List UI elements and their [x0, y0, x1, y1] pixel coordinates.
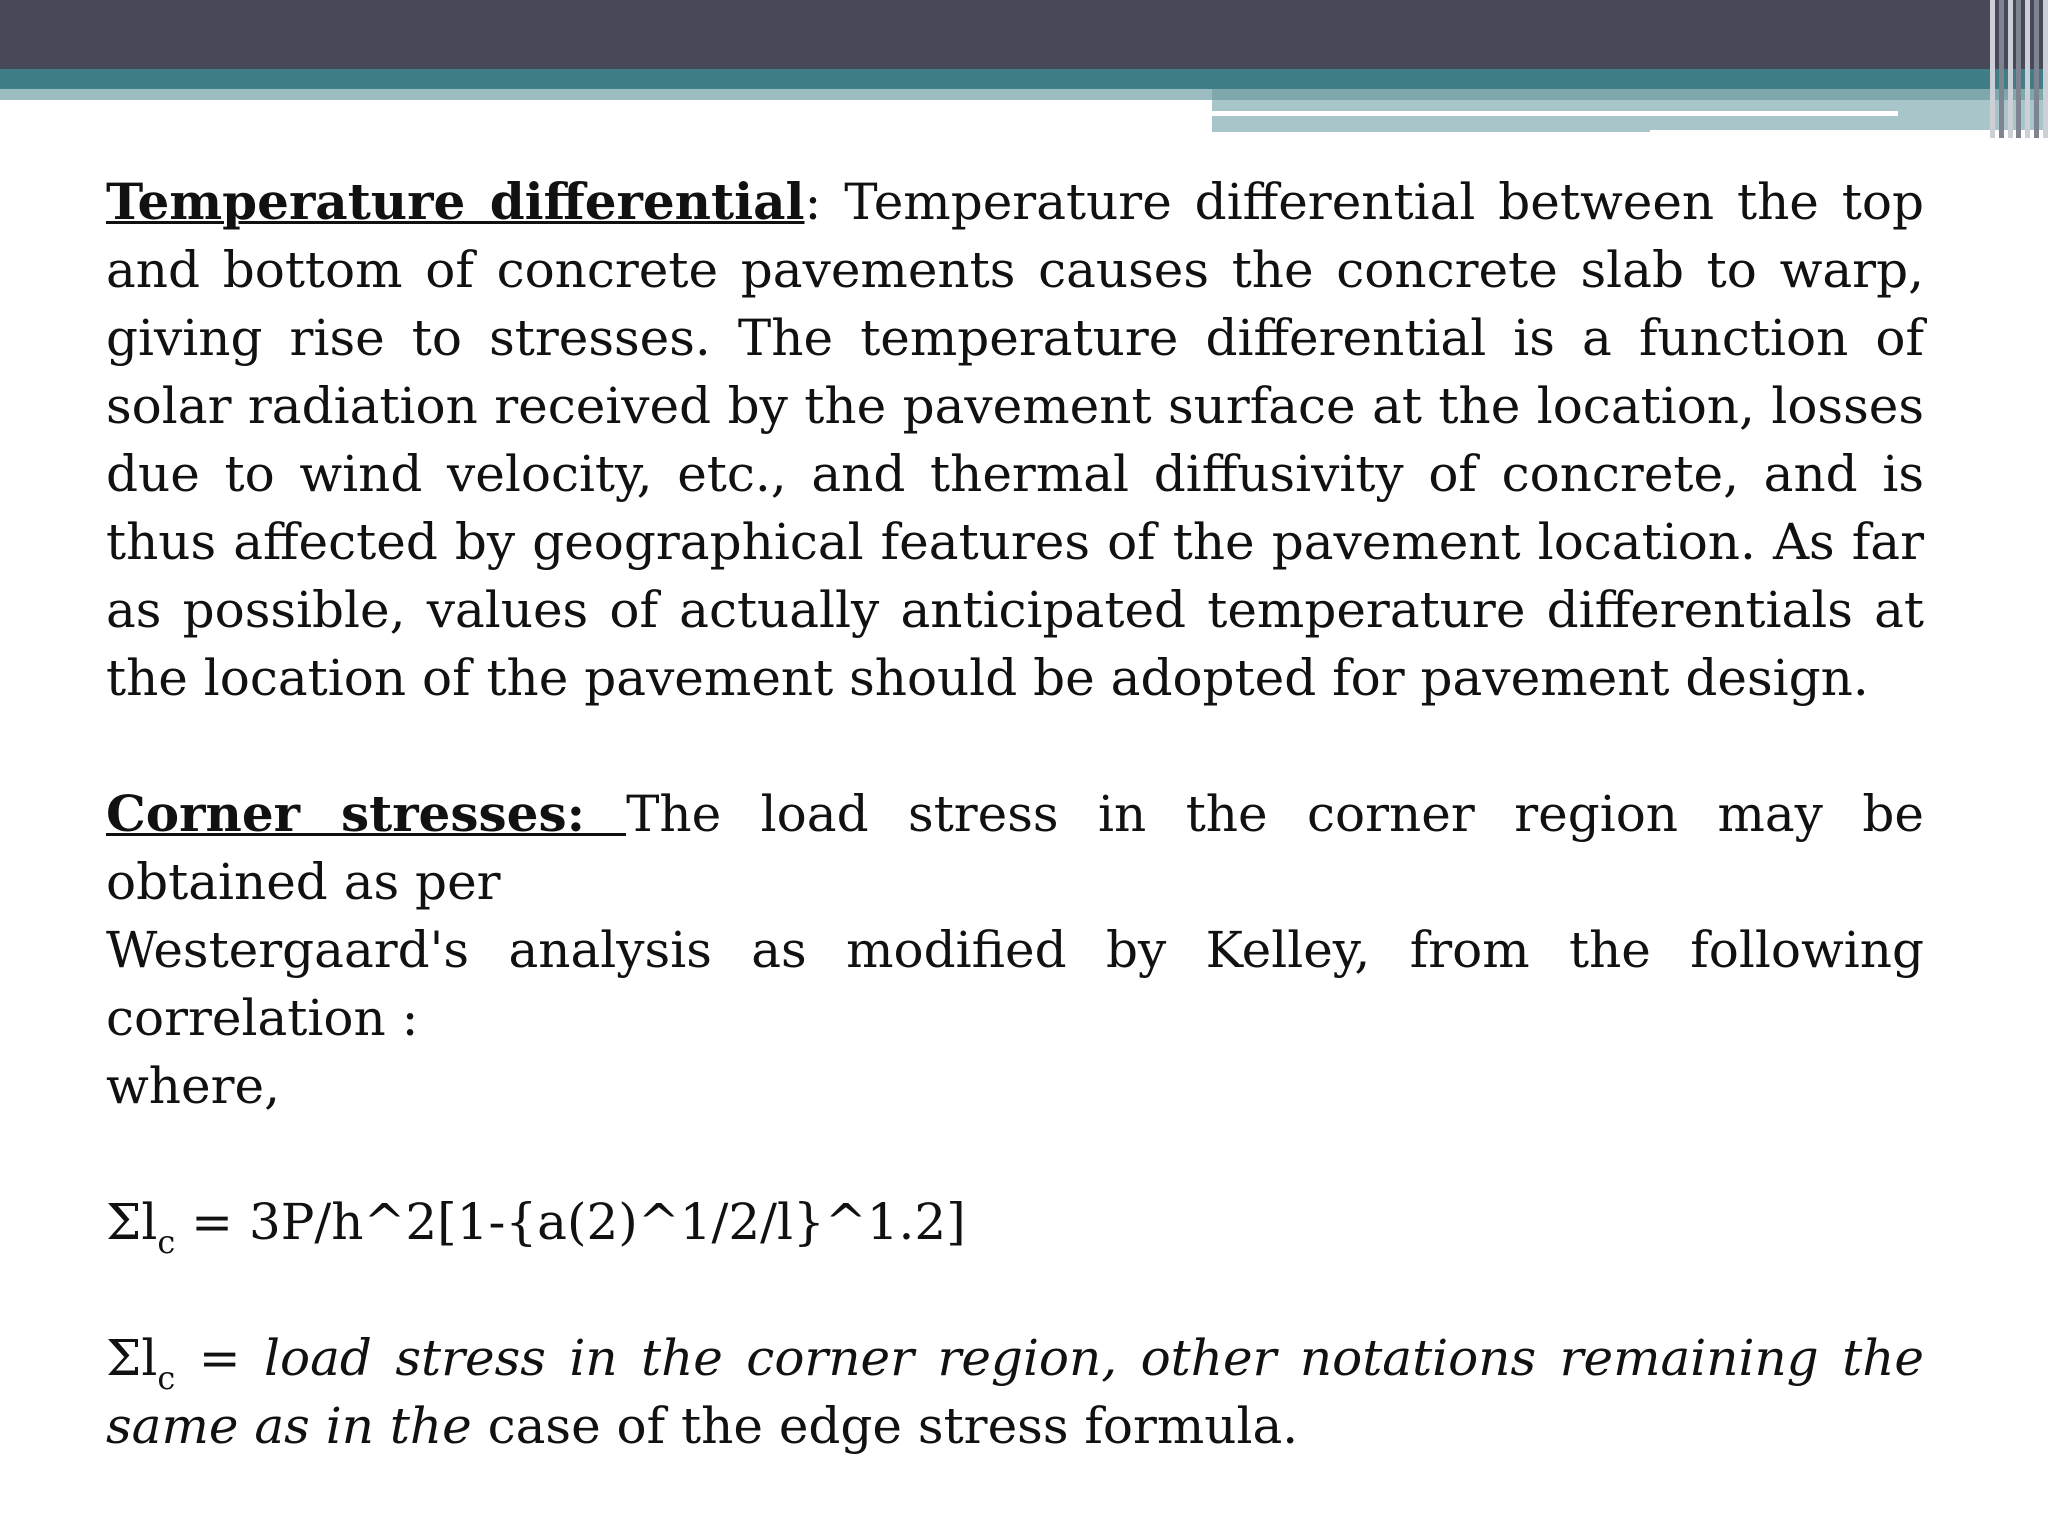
header-accent-line: [1212, 111, 1898, 116]
definition-italic-text: = load stress in the corner region, other notations remaining the same as in the: [106, 1329, 1924, 1455]
corner-stress-formula: [106, 1188, 1924, 1261]
header-stripes: [1990, 0, 2048, 138]
header-bar-teal: [0, 69, 2048, 89]
formula-symbol: Σl: [106, 1193, 158, 1251]
term-temperature-differential: Temperature differential: [106, 172, 805, 231]
temperature-differential-paragraph: [106, 168, 1924, 712]
slide-body: [106, 168, 1924, 1460]
definition-symbol: Σl: [106, 1329, 158, 1387]
formula-subscript: c: [157, 1223, 176, 1261]
where-line: where,: [106, 1057, 280, 1115]
formula-expression: = 3P/h^2[1-{a(2)^1/2/l}^1.2]: [175, 1193, 966, 1251]
definition-paragraph: [106, 1324, 1924, 1460]
header-bar-lower: [1212, 100, 2048, 132]
definition-spacer: [106, 1256, 1924, 1324]
corner-stresses-text: The load stress in the corner region may be obtained as per: [106, 785, 1924, 911]
header-bar-light-left: [0, 89, 1212, 100]
term-corner-stresses: Corner stresses:: [106, 784, 627, 843]
header-bar-light-right: [1212, 89, 2048, 100]
temperature-differential-text: : Temperature differential between the top and bottom of concrete pavements causes the concrete slab to warp, giving rise to stresses. The temperature differential is a function of solar radiation received by the pavement surface at the location, losses due to wind velocity, etc., and thermal diffusivity of concrete, and is thus affected by geographical features of the pavement location. As far as possible, values of actually anticipated temperature differentials at the location of the pavement should be adopted for pavement design.: [106, 173, 1924, 707]
paragraph-spacer: [106, 712, 1924, 780]
westergaard-line: Westergaard's analysis as modified by Kelley, from the following correlation :: [106, 921, 1924, 1047]
header-accent-line-short: [1650, 130, 2048, 136]
definition-subscript: c: [157, 1359, 176, 1397]
definition-normal-text: case of the edge stress formula.: [471, 1397, 1299, 1455]
corner-stresses-paragraph: [106, 780, 1924, 916]
header-bar-dark: [0, 0, 2048, 69]
formula-spacer: [106, 1120, 1924, 1188]
